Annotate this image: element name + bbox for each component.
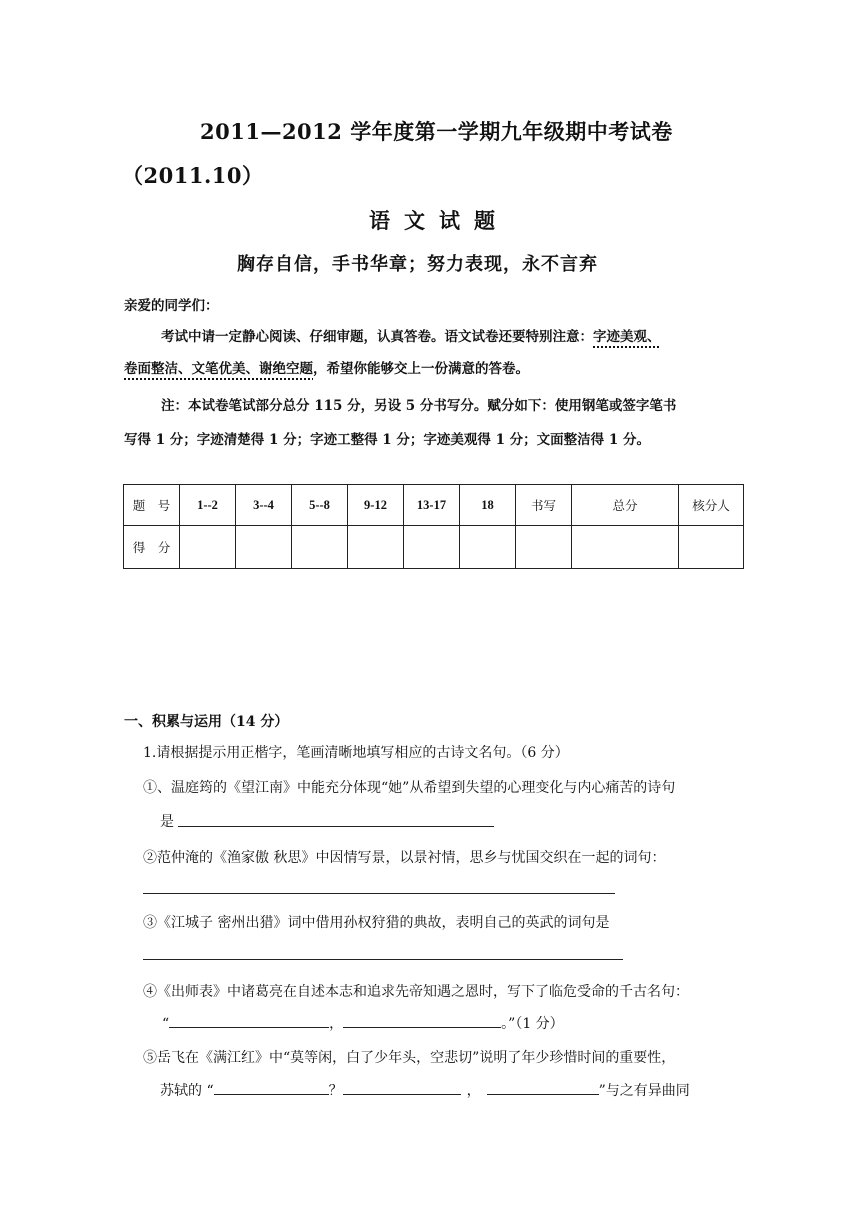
subject-title: 语文试题	[369, 208, 509, 233]
item-5-prefix: 苏轼的 “	[160, 1083, 214, 1099]
question-mark: ？	[328, 1083, 343, 1099]
item-5-line1: ⑤岳飞在《满江红》中“莫等闲，白了少年头，空悲切”说明了年少珍惜时间的重要性，	[143, 1050, 676, 1066]
motto: 胸存自信，手书华章；努力表现，永不言弃	[237, 254, 598, 275]
item-4-line1: ④《出师表》中诸葛亮在自述本志和追求先帝知遇之恩时，写下了临危受命的千古名句：	[143, 984, 689, 1000]
exam-date: （2011.10）	[122, 163, 264, 188]
emphasis-text: 字迹美观、	[593, 329, 661, 345]
column-header: 3--4	[236, 485, 292, 526]
column-header: 5--8	[292, 485, 348, 526]
intro-text: 考试中请一定静心阅读、仔细审题，认真答卷。语文试卷还要特别注意：	[161, 329, 593, 345]
score-table	[123, 484, 744, 569]
question-1: 1.请根据提示用正楷字，笔画清晰地填写相应的古诗文名句。（6 分）	[143, 745, 569, 761]
answer-blank[interactable]	[143, 893, 615, 894]
row-label: 题 号	[124, 485, 180, 526]
score-cell[interactable]	[236, 526, 292, 569]
score-cell[interactable]	[679, 526, 744, 569]
quote-close: 。”（1 分）	[501, 1016, 564, 1032]
score-cell[interactable]	[572, 526, 679, 569]
section-heading: 一、积累与运用（14 分）	[124, 714, 289, 730]
item-5-tail: ”与之有异曲同	[598, 1083, 690, 1099]
column-header: 13-17	[404, 485, 460, 526]
intro-paragraph-line2	[124, 357, 529, 377]
comma: ，	[466, 1083, 481, 1099]
note-line2: 写得 1 分；字迹清楚得 1 分；字迹工整得 1 分；字迹美观得 1 分；文面整洁得 1 分。	[124, 432, 650, 448]
answer-blank[interactable]	[178, 826, 494, 827]
answer-blank[interactable]	[169, 1013, 329, 1028]
column-header: 书写	[516, 485, 572, 526]
item-2: ②范仲淹的《渔家傲 秋思》中因情写景，以景衬情，思乡与忧国交织在一起的词句：	[143, 850, 666, 866]
intro-paragraph-line1	[161, 325, 661, 345]
score-cell[interactable]	[460, 526, 516, 569]
score-cell[interactable]	[404, 526, 460, 569]
item-1-line1: ①、温庭筠的《望江南》中能充分体现“她”从希望到失望的心理变化与内心痛苦的诗句	[143, 780, 676, 796]
column-header: 1--2	[180, 485, 236, 526]
greeting: 亲爱的同学们：	[124, 298, 219, 314]
answer-blank[interactable]	[214, 1080, 329, 1095]
quote-open: “	[162, 1016, 170, 1032]
column-header: 18	[460, 485, 516, 526]
intro-text: ，希望你能够交上一份满意的答卷。	[313, 361, 529, 377]
column-header: 核分人	[679, 485, 744, 526]
note-line1: 注：本试卷笔试部分总分 115 分，另设 5 分书写分。赋分如下：使用钢笔或签字笔书	[161, 398, 677, 414]
answer-blank[interactable]	[343, 1013, 501, 1028]
row-label: 得 分	[124, 526, 180, 569]
item-5-line2	[160, 1080, 690, 1100]
score-cell[interactable]	[180, 526, 236, 569]
emphasis-text: 卷面整洁、文笔优美、谢绝空题	[124, 361, 313, 377]
item-4-line2	[162, 1013, 564, 1033]
comma: ，	[329, 1016, 344, 1032]
item-1-line2: 是	[160, 814, 174, 830]
column-header: 总分	[572, 485, 679, 526]
exam-title: 2011—2012 学年度第一学期九年级期中考试卷	[200, 119, 673, 144]
score-cell[interactable]	[292, 526, 348, 569]
score-cell[interactable]	[348, 526, 404, 569]
column-header: 9-12	[348, 485, 404, 526]
score-cell[interactable]	[516, 526, 572, 569]
item-3: ③《江城子 密州出猎》词中借用孙权狩猎的典故，表明自己的英武的词句是	[143, 915, 610, 931]
answer-blank[interactable]	[143, 959, 623, 960]
answer-blank[interactable]	[343, 1080, 461, 1095]
answer-blank[interactable]	[487, 1080, 599, 1095]
